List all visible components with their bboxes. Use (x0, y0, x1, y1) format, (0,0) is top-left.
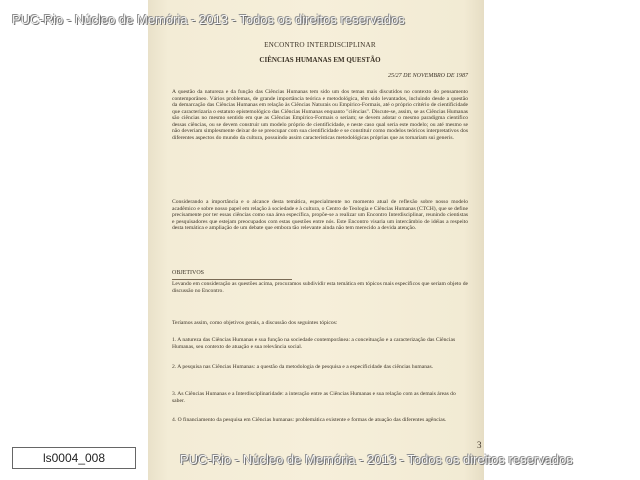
topic-item-1: 1. A natureza das Ciências Humanas e sua função na sociedade contemporânea: a conceituação e a caracterização das Ciências Humanas, seu contexto de atuação e sua relevância social. (172, 337, 456, 350)
paragraph-objectives: Levando em consideração as questões acima, procuramos subdividir esta temática em tópicos mais específicos que seriam objeto de discussão no Encontro. (172, 281, 468, 294)
topic-item-3: 3. As Ciências Humanas e a Interdisciplinaridade: a interação entre as Ciências Humanas e sua relação com as demais áreas do saber. (172, 391, 456, 404)
objectives-heading: OBJETIVOS (172, 270, 205, 276)
objectives-underline (172, 279, 292, 280)
document-id-label: ls0004_008 (12, 447, 136, 469)
document-date: 25/27 DE NOVEMBRO DE 1987 (388, 73, 468, 79)
paragraph-intro: A questão da natureza e da função das Ciências Humanas tem sido um dos temas mais discutidos no contexto do pensamento contemporâneo. Vários problemas, de grande importância teórica e metodológica, têm sido levantados, incluindo desde a questão da demarcação das Ciências Humanas em relação às Ciências Naturais ou Empírico-Formais, até o próprio critério de cientificidade que caracterizaria o estatuto epistemológico das Ciências Humanas enquanto "ciências". Discute-se, assim, se as Ciências Humanas são ciências no mesmo sentido em que as Ciências Empírico-Formais o seriam; se devem adotar o mesmo paradigma científico dessas ciências, ou se devem construir um modelo próprio de cientificidade, e neste caso qual seria este modelo; ou até mesmo se não deveriam simplesmente deixar de se preocupar com sua cientificidade e se constituir como modelos teóricos interpretativos dos diferentes aspectos do mundo da cultura, possuindo assim características metodológicas próprias que as tornariam sui generis. (172, 89, 468, 141)
scanned-page (148, 0, 484, 480)
watermark-top: PUC-Rio - Núcleo de Memória - 2013 - Todos os direitos reservados (12, 12, 405, 27)
document-heading: ENCONTRO INTERDISCIPLINAR (264, 41, 376, 49)
paragraph-context: Considerando a importância e o alcance desta temática, especialmente no momento atual de reflexão sobre nosso modelo acadêmico e sobre nosso papel em relação à sociedade e à cultura, o Centro de Teologia e Ciências Humanas (CTCH), que se define precisamente por ter essas ciências como sua área específica, propõe-se a realizar um Encontro Interdisciplinar, reunindo cientistas e pesquisadores que estejam preocupados com estas questões entre nós. Este Encontro visaria um intercâmbio de idéias a respeito desta temática e ampliação de um debate que embora tão relevante ainda não tem merecido a devida atenção. (172, 199, 468, 232)
page-number: 3 (477, 440, 482, 450)
paragraph-general-objectives: Teríamos assim, como objetivos gerais, a discussão dos seguintes tópicos: (172, 320, 338, 326)
document-title: CIÊNCIAS HUMANAS EM QUESTÃO (259, 56, 381, 64)
topic-item-4: 4. O financiamento da pesquisa em Ciências humanas: problemática existente e formas de atuação das diferentes agências. (172, 417, 447, 423)
topic-item-2: 2. A pesquisa nas Ciências Humanas: a questão da metodologia de pesquisa e a especificidade das ciências humanas. (172, 364, 434, 370)
watermark-bottom: PUC-Rio - Núcleo de Memória - 2013 - Todos os direitos reservados (180, 452, 573, 467)
